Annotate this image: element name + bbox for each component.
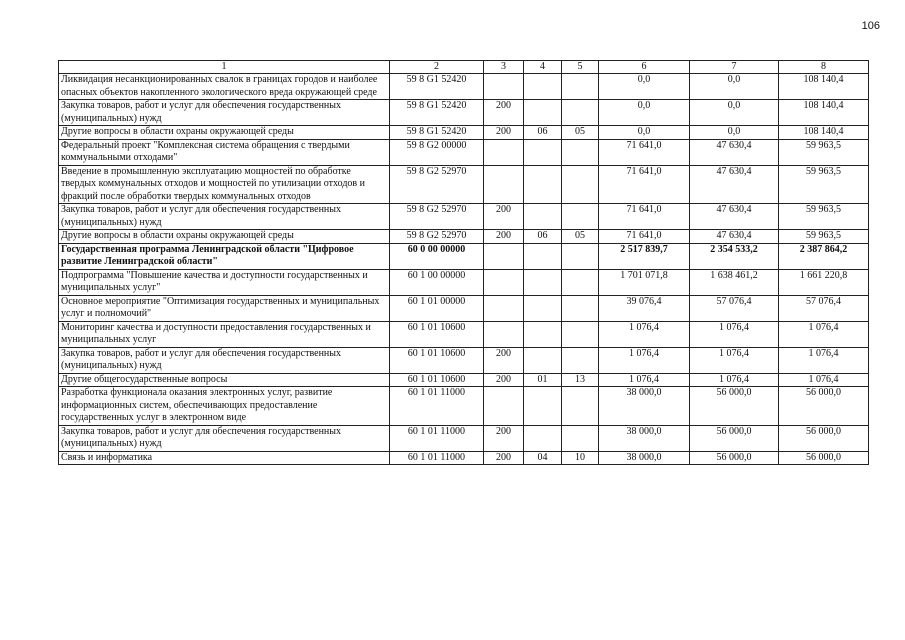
cell-name: Другие вопросы в области охраны окружающей среды xyxy=(59,126,390,140)
cell-rz xyxy=(524,295,562,321)
table-row xyxy=(59,100,869,126)
cell-code: 60 1 01 11000 xyxy=(390,387,484,426)
cell-value-col8: 108 140,4 xyxy=(779,74,869,100)
cell-rz xyxy=(524,321,562,347)
cell-value-col6: 1 701 071,8 xyxy=(599,269,690,295)
cell-pr: 13 xyxy=(562,373,599,387)
cell-value-col7: 56 000,0 xyxy=(690,425,779,451)
table-row xyxy=(59,165,869,204)
header-col-2: 2 xyxy=(390,61,484,74)
cell-value-col6: 38 000,0 xyxy=(599,387,690,426)
cell-code: 59 8 G1 52420 xyxy=(390,74,484,100)
cell-vr xyxy=(484,74,524,100)
cell-value-col7: 56 000,0 xyxy=(690,451,779,465)
cell-name: Мониторинг качества и доступности предоставления государственных и муниципальных услуг xyxy=(59,321,390,347)
cell-value-col7: 2 354 533,2 xyxy=(690,243,779,269)
cell-code: 59 8 G2 52970 xyxy=(390,204,484,230)
cell-value-col8: 1 076,4 xyxy=(779,347,869,373)
header-col-3: 3 xyxy=(484,61,524,74)
cell-value-col8: 56 000,0 xyxy=(779,387,869,426)
cell-rz xyxy=(524,139,562,165)
table-row xyxy=(59,425,869,451)
cell-pr xyxy=(562,269,599,295)
cell-pr xyxy=(562,74,599,100)
table-row xyxy=(59,295,869,321)
cell-rz xyxy=(524,425,562,451)
cell-code: 59 8 G1 52420 xyxy=(390,100,484,126)
cell-value-col8: 57 076,4 xyxy=(779,295,869,321)
cell-code: 59 8 G2 52970 xyxy=(390,165,484,204)
cell-pr xyxy=(562,321,599,347)
cell-pr xyxy=(562,347,599,373)
cell-vr xyxy=(484,243,524,269)
cell-code: 60 1 01 11000 xyxy=(390,451,484,465)
cell-value-col6: 38 000,0 xyxy=(599,451,690,465)
table-row xyxy=(59,139,869,165)
cell-code: 60 1 01 10600 xyxy=(390,321,484,347)
cell-vr: 200 xyxy=(484,425,524,451)
cell-value-col8: 1 076,4 xyxy=(779,373,869,387)
cell-value-col8: 59 963,5 xyxy=(779,230,869,244)
table-row xyxy=(59,269,869,295)
cell-pr xyxy=(562,100,599,126)
cell-value-col7: 1 076,4 xyxy=(690,321,779,347)
cell-vr: 200 xyxy=(484,373,524,387)
cell-value-col6: 71 641,0 xyxy=(599,204,690,230)
table-row xyxy=(59,373,869,387)
cell-pr xyxy=(562,204,599,230)
cell-rz xyxy=(524,204,562,230)
cell-value-col6: 1 076,4 xyxy=(599,321,690,347)
cell-rz xyxy=(524,243,562,269)
cell-rz xyxy=(524,269,562,295)
cell-vr: 200 xyxy=(484,451,524,465)
budget-table xyxy=(58,60,869,465)
cell-code: 60 1 01 10600 xyxy=(390,373,484,387)
cell-value-col6: 71 641,0 xyxy=(599,230,690,244)
cell-name: Закупка товаров, работ и услуг для обеспечения государственных (муниципальных) нужд xyxy=(59,425,390,451)
cell-rz xyxy=(524,74,562,100)
cell-name: Закупка товаров, работ и услуг для обеспечения государственных (муниципальных) нужд xyxy=(59,204,390,230)
cell-rz: 04 xyxy=(524,451,562,465)
cell-code: 59 8 G2 52970 xyxy=(390,230,484,244)
table-row xyxy=(59,321,869,347)
cell-value-col6: 0,0 xyxy=(599,100,690,126)
cell-value-col6: 71 641,0 xyxy=(599,139,690,165)
cell-value-col6: 2 517 839,7 xyxy=(599,243,690,269)
cell-code: 60 1 00 00000 xyxy=(390,269,484,295)
cell-vr xyxy=(484,269,524,295)
cell-value-col8: 1 076,4 xyxy=(779,321,869,347)
cell-vr xyxy=(484,165,524,204)
cell-value-col6: 39 076,4 xyxy=(599,295,690,321)
header-col-7: 7 xyxy=(690,61,779,74)
cell-vr: 200 xyxy=(484,347,524,373)
cell-value-col6: 71 641,0 xyxy=(599,165,690,204)
cell-rz: 06 xyxy=(524,230,562,244)
cell-rz: 06 xyxy=(524,126,562,140)
cell-name: Закупка товаров, работ и услуг для обеспечения государственных (муниципальных) нужд xyxy=(59,100,390,126)
cell-value-col6: 1 076,4 xyxy=(599,347,690,373)
cell-name: Ликвидация несанкционированных свалок в границах городов и наиболее опасных объектов накопленного экологического вреда окружающей среде xyxy=(59,74,390,100)
cell-name: Подпрограмма "Повышение качества и доступности государственных и муниципальных услуг" xyxy=(59,269,390,295)
header-col-1: 1 xyxy=(59,61,390,74)
cell-vr xyxy=(484,387,524,426)
cell-rz xyxy=(524,387,562,426)
cell-value-col7: 0,0 xyxy=(690,100,779,126)
table-row xyxy=(59,230,869,244)
cell-name: Основное мероприятие "Оптимизация государственных и муниципальных услуг и полномочий" xyxy=(59,295,390,321)
table-row xyxy=(59,347,869,373)
cell-code: 59 8 G1 52420 xyxy=(390,126,484,140)
table-row xyxy=(59,126,869,140)
cell-pr xyxy=(562,425,599,451)
table-row xyxy=(59,387,869,426)
cell-name: Государственная программа Ленинградской области "Цифровое развитие Ленинградской области" xyxy=(59,243,390,269)
cell-value-col7: 56 000,0 xyxy=(690,387,779,426)
cell-vr xyxy=(484,321,524,347)
cell-vr xyxy=(484,139,524,165)
cell-vr xyxy=(484,295,524,321)
table-row xyxy=(59,243,869,269)
cell-name: Связь и информатика xyxy=(59,451,390,465)
cell-value-col7: 47 630,4 xyxy=(690,139,779,165)
cell-name: Федеральный проект "Комплексная система обращения с твердыми коммунальными отходами" xyxy=(59,139,390,165)
cell-code: 60 1 01 00000 xyxy=(390,295,484,321)
cell-value-col6: 38 000,0 xyxy=(599,425,690,451)
cell-value-col8: 59 963,5 xyxy=(779,165,869,204)
cell-vr: 200 xyxy=(484,126,524,140)
cell-name: Закупка товаров, работ и услуг для обеспечения государственных (муниципальных) нужд xyxy=(59,347,390,373)
cell-value-col7: 47 630,4 xyxy=(690,204,779,230)
cell-value-col8: 59 963,5 xyxy=(779,204,869,230)
cell-name: Разработка функционала оказания электронных услуг, развитие информационных систем, обеспечивающих предоставление государственных услуг в электронном виде xyxy=(59,387,390,426)
page-number: 106 xyxy=(861,20,880,32)
cell-vr: 200 xyxy=(484,204,524,230)
table-row xyxy=(59,204,869,230)
header-col-8: 8 xyxy=(779,61,869,74)
cell-vr: 200 xyxy=(484,100,524,126)
cell-value-col8: 108 140,4 xyxy=(779,126,869,140)
cell-value-col8: 108 140,4 xyxy=(779,100,869,126)
cell-value-col7: 0,0 xyxy=(690,74,779,100)
cell-pr xyxy=(562,165,599,204)
cell-vr: 200 xyxy=(484,230,524,244)
table-body xyxy=(59,74,869,465)
cell-name: Другие вопросы в области охраны окружающей среды xyxy=(59,230,390,244)
cell-code: 60 0 00 00000 xyxy=(390,243,484,269)
cell-value-col6: 0,0 xyxy=(599,126,690,140)
table-row xyxy=(59,74,869,100)
cell-value-col8: 1 661 220,8 xyxy=(779,269,869,295)
cell-value-col7: 1 638 461,2 xyxy=(690,269,779,295)
header-col-4: 4 xyxy=(524,61,562,74)
cell-rz xyxy=(524,100,562,126)
cell-value-col6: 1 076,4 xyxy=(599,373,690,387)
cell-value-col7: 1 076,4 xyxy=(690,347,779,373)
cell-value-col8: 56 000,0 xyxy=(779,425,869,451)
cell-pr: 10 xyxy=(562,451,599,465)
cell-name: Другие общегосударственные вопросы xyxy=(59,373,390,387)
cell-value-col8: 2 387 864,2 xyxy=(779,243,869,269)
cell-pr xyxy=(562,387,599,426)
cell-pr xyxy=(562,243,599,269)
cell-rz xyxy=(524,165,562,204)
cell-name: Введение в промышленную эксплуатацию мощностей по обработке твердых коммунальных отходов и мощностей по утилизации отходов и фракций после обработки твердых коммунальных отходов xyxy=(59,165,390,204)
header-col-5: 5 xyxy=(562,61,599,74)
cell-value-col7: 47 630,4 xyxy=(690,165,779,204)
cell-code: 60 1 01 10600 xyxy=(390,347,484,373)
cell-pr xyxy=(562,295,599,321)
table-row xyxy=(59,451,869,465)
cell-value-col7: 57 076,4 xyxy=(690,295,779,321)
cell-pr: 05 xyxy=(562,126,599,140)
cell-value-col7: 0,0 xyxy=(690,126,779,140)
cell-code: 59 8 G2 00000 xyxy=(390,139,484,165)
cell-pr xyxy=(562,139,599,165)
cell-rz xyxy=(524,347,562,373)
cell-value-col8: 59 963,5 xyxy=(779,139,869,165)
cell-rz: 01 xyxy=(524,373,562,387)
table-header-row xyxy=(59,61,869,74)
cell-pr: 05 xyxy=(562,230,599,244)
header-col-6: 6 xyxy=(599,61,690,74)
cell-value-col7: 47 630,4 xyxy=(690,230,779,244)
cell-value-col7: 1 076,4 xyxy=(690,373,779,387)
cell-value-col8: 56 000,0 xyxy=(779,451,869,465)
cell-value-col6: 0,0 xyxy=(599,74,690,100)
cell-code: 60 1 01 11000 xyxy=(390,425,484,451)
